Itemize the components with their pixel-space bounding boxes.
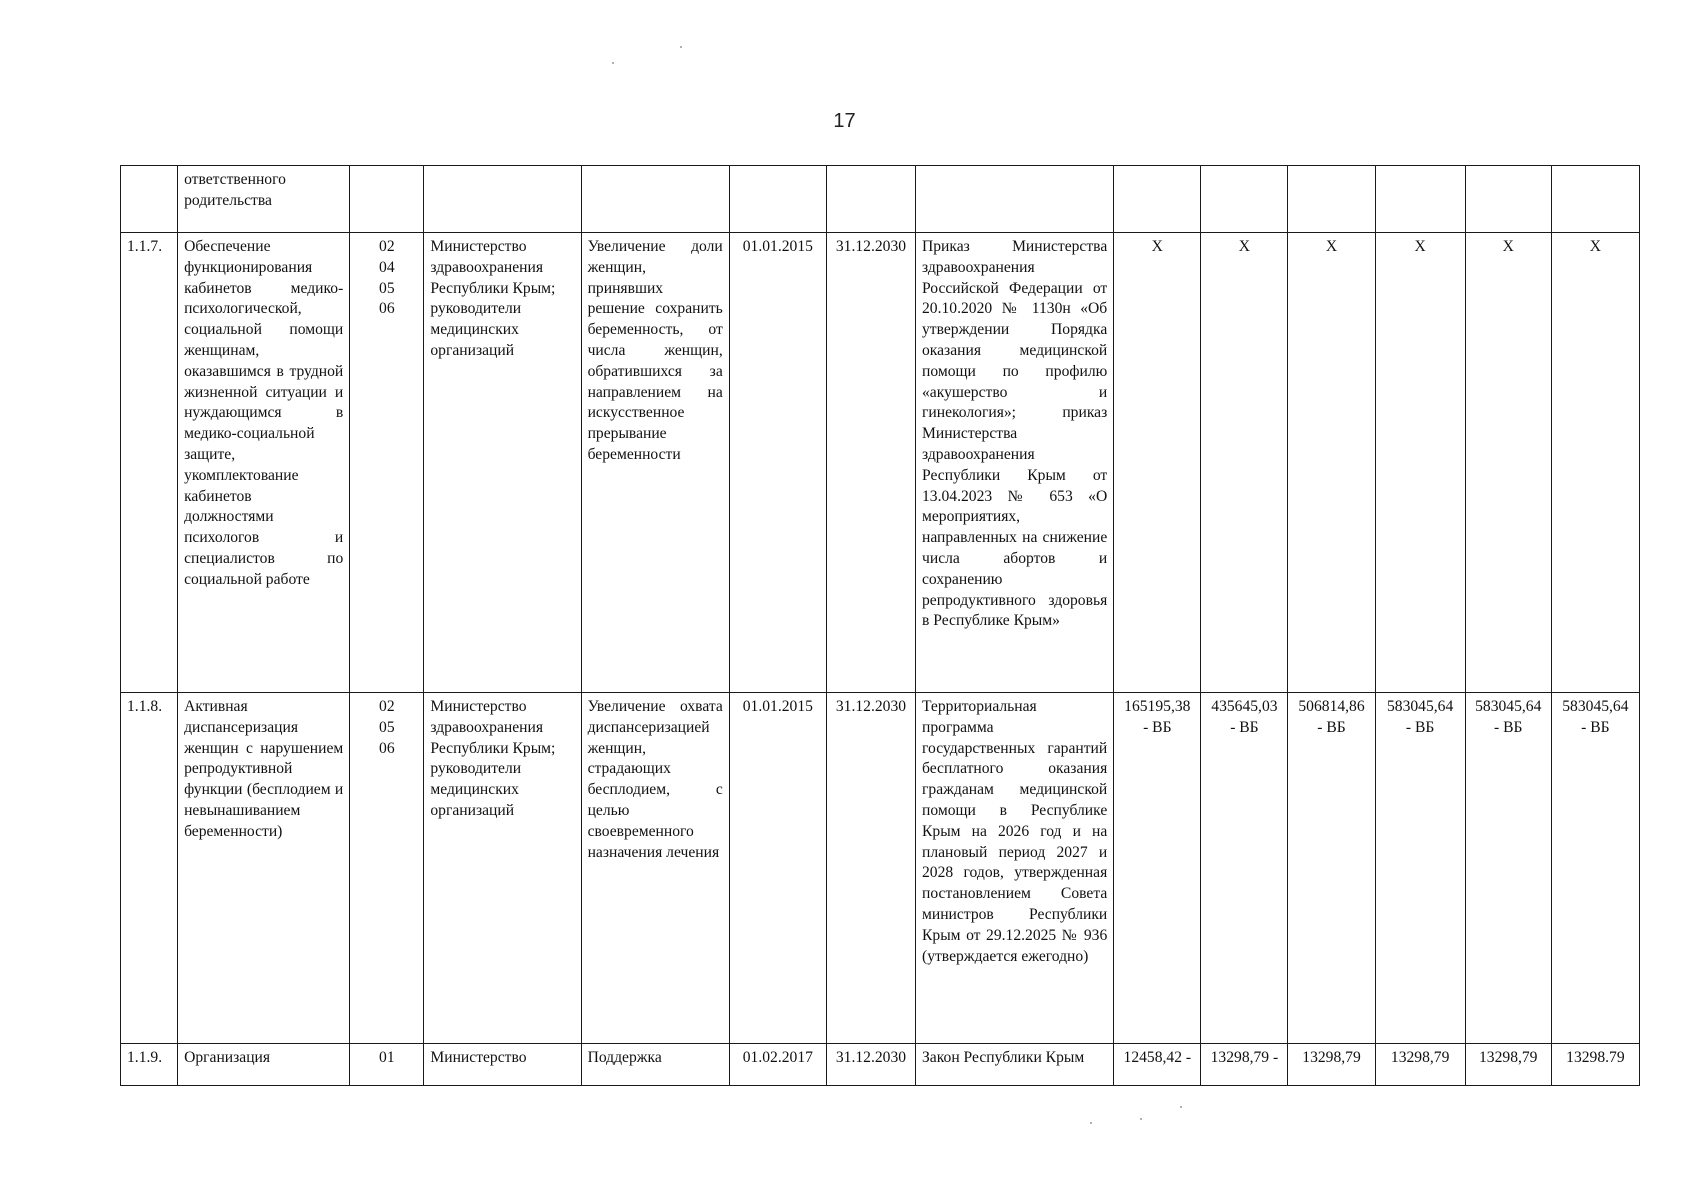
not-applicable-mark: Х [1238,238,1251,255]
funding-source: - ВБ [1405,718,1435,736]
measure-name: Организация [178,1044,350,1086]
indicator-cell: Увеличение доли женщин, принявших решение сохранить беременность, от числа женщин, обратившихся за направлением на искусственное прерывание беременности [581,233,729,693]
scan-speck [612,62,614,64]
amount: 583045,64 [1475,698,1542,715]
value-cell [1465,233,1551,693]
amount: 435645,03 [1211,698,1278,715]
value-cell: 13298,79 [1375,1044,1465,1086]
scan-speck [1090,1122,1092,1124]
scan-speck [1140,1118,1142,1120]
table-row [121,166,1640,233]
code: 01 [379,1049,395,1066]
amount: 583045,64 [1562,698,1629,715]
codes-cell [350,166,424,233]
not-applicable-mark: Х [1502,238,1514,255]
code: 06 [379,739,395,757]
value-cell [1375,166,1465,233]
code: 04 [379,258,395,276]
funding-source: - ВБ [1317,718,1346,736]
codes-cell [350,233,424,693]
code: 02 [379,698,395,715]
measure-name: Обеспечение функционирования кабинетов медико-психологической, социальной помощи женщинам, оказавшимся в трудной жизненной ситуации и нуждающимся в медико-социальной защите, укомплектование кабинетов должностями психологов и специалистов по социальной работе [178,233,350,693]
measures-table [120,165,1640,1086]
table-row [121,233,1640,693]
not-applicable-mark: Х [1414,238,1426,255]
funding-source: - ВБ [1494,718,1523,736]
document-cell: Закон Республики Крым [916,1044,1114,1086]
amount: 583045,64 [1386,698,1454,715]
value-cell [1114,693,1201,1044]
row-number [121,166,178,233]
indicator-cell: Увеличение охвата диспансеризацией женщин, страдающих бесплодием, с целью своевременного назначения лечения [581,693,729,1044]
funding-source: - ВБ [1143,718,1172,736]
codes-cell [350,693,424,1044]
code: 02 [379,238,395,255]
not-applicable-mark: Х [1325,238,1338,255]
document-cell: Территориальная программа государственных гарантий бесплатного оказания гражданам медицинской помощи в Республике Крым на 2026 год и на плановый период 2027 и 2028 годов, утвержденная постановлением Совета министров Республики Крым от 29.12.2025 № 936 (утверждается ежегодно) [916,693,1114,1044]
start-date: 01.02.2017 [729,1044,826,1086]
code: 05 [379,718,395,736]
code: 05 [379,279,395,297]
value-cell [1375,233,1465,693]
start-date: 01.01.2015 [729,693,826,1044]
value-cell [1465,166,1551,233]
end-date: 31.12.2030 [826,693,915,1044]
executor-cell: Министерство здравоохранения Республики Крым; руководители медицинских организаций [424,693,581,1044]
value-cell [1114,166,1201,233]
value-cell: 13298.79 [1551,1044,1639,1086]
value-cell: 12458,42 - [1114,1044,1201,1086]
measure-name: ответственного родительства [178,166,350,233]
start-date: 01.01.2015 [729,233,826,693]
value-cell [1551,166,1639,233]
row-number: 1.1.9. [121,1044,178,1086]
value-cell [1375,693,1465,1044]
row-number: 1.1.8. [121,693,178,1044]
funding-source: - ВБ [1581,718,1610,736]
value-cell [1288,233,1375,693]
row-number: 1.1.7. [121,233,178,693]
executor-cell: Министерство [424,1044,581,1086]
value-cell: 13298,79 [1288,1044,1375,1086]
measure-name: Активная диспансеризация женщин с нарушением репродуктивной функции (бесплодием и невынашиванием беременности) [178,693,350,1044]
end-date [826,166,915,233]
code: 06 [379,300,395,318]
amount: 165195,38 [1124,698,1191,715]
end-date: 31.12.2030 [826,233,915,693]
funding-source: - ВБ [1230,718,1259,736]
executor-cell [424,166,581,233]
end-date: 31.12.2030 [826,1044,915,1086]
not-applicable-mark: Х [1151,238,1163,255]
amount: 506814,86 [1298,698,1365,715]
value-cell [1201,693,1288,1044]
scan-speck [680,46,682,48]
value-cell: 13298,79 - [1201,1044,1288,1086]
not-applicable-mark: Х [1589,238,1602,255]
indicator-cell [581,166,729,233]
value-cell [1288,166,1375,233]
value-cell [1201,233,1288,693]
indicator-cell: Поддержка [581,1044,729,1086]
value-cell [1551,693,1639,1044]
executor-cell: Министерство здравоохранения Республики Крым; руководители медицинских организаций [424,233,581,693]
table-row [121,693,1640,1044]
document-cell: Приказ Министерства здравоохранения Российской Федерации от 20.10.2020 № 1130н «Об утверждении Порядка оказания медицинской помощи по профилю «акушерство и гинекология»; приказ Министерства здравоохранения Республики Крым от 13.04.2023 № 653 «О мероприятиях, направленных на снижение числа абортов и сохранению репродуктивного здоровья в Республике Крым» [916,233,1114,693]
document-cell [916,166,1114,233]
value-cell [1551,233,1639,693]
page-number: 17 [833,110,856,132]
value-cell [1288,693,1375,1044]
codes-cell [350,1044,424,1086]
value-cell: 13298,79 [1465,1044,1551,1086]
value-cell [1465,693,1551,1044]
scan-speck [1180,1106,1182,1108]
table-row [121,1044,1640,1086]
value-cell [1201,166,1288,233]
start-date [729,166,826,233]
value-cell [1114,233,1201,693]
